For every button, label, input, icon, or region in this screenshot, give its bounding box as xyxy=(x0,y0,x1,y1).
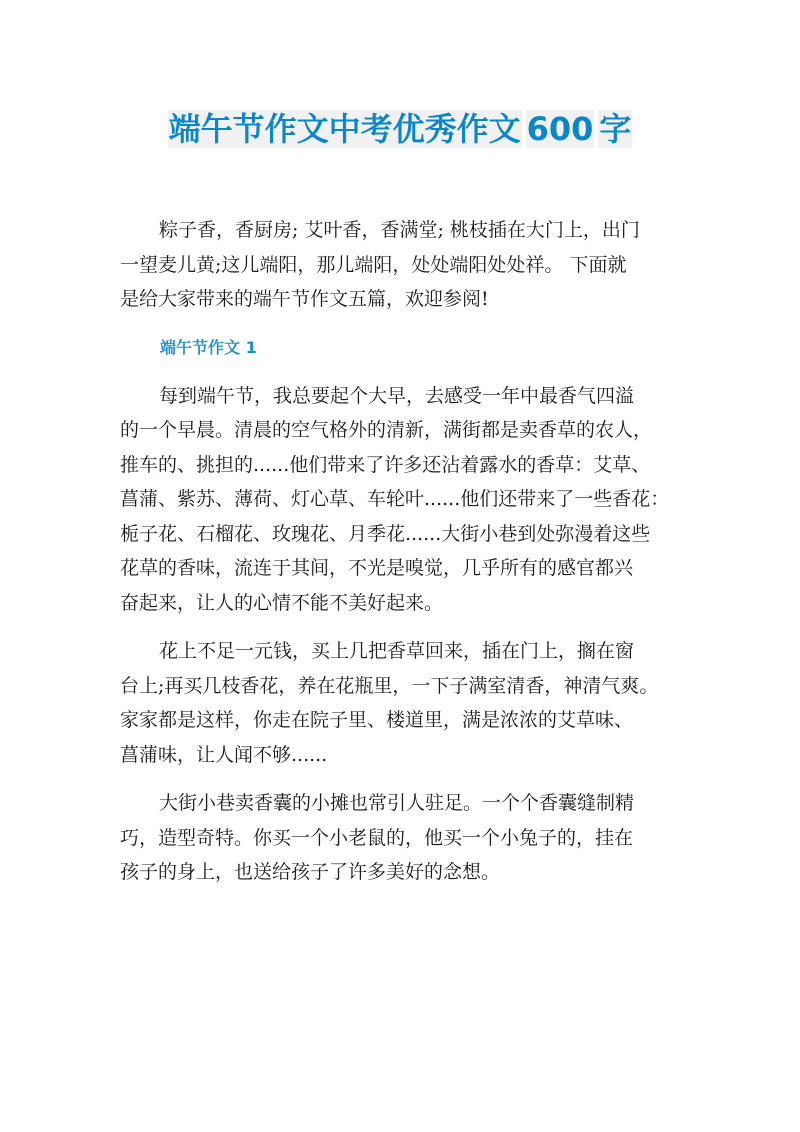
body-paragraph-3 xyxy=(120,786,682,890)
paragraph-spacer xyxy=(120,620,682,634)
text-line: 菖蒲味，让人闻不够...... xyxy=(120,743,328,766)
paragraph-spacer xyxy=(120,772,682,786)
text-line: 一望麦儿黄;这儿端阳，那儿端阳，处处端阳处处祥。 下面就 xyxy=(120,253,627,276)
text-line: 大街小巷卖香囊的小摊也常引人驻足。一个个香囊缝制精 xyxy=(159,792,635,814)
text-line: 是给大家带来的端午节作文五篇，欢迎参阅! xyxy=(120,288,489,310)
page-title xyxy=(0,106,800,152)
body-paragraph-1 xyxy=(120,379,682,621)
text-line: 粽子香，香厨房; 艾叶香，香满堂; 桃枝插在大门上，出门 xyxy=(159,219,640,241)
section-heading: 端午节作文 1 xyxy=(160,337,257,357)
text-line: 奋起来，让人的心情不能不美好起来。 xyxy=(120,591,444,614)
text-line: 孩子的身上，也送给孩子了许多美好的念想。 xyxy=(120,861,501,883)
text-line: 的一个早晨。清晨的空气格外的清新，满街都是卖香草的农人， xyxy=(120,419,653,441)
text-line: 家家都是这样，你走在院子里、楼道里，满是浓浓的艾草味、 xyxy=(120,709,634,731)
document-body xyxy=(120,213,682,890)
text-line: 台上;再买几枝香花，养在花瓶里，一下子满室清香，神清气爽。 xyxy=(120,674,659,697)
text-line: 推车的、挑担的......他们带来了许多还沾着露水的香草：艾草、 xyxy=(120,453,651,476)
body-paragraph-2 xyxy=(120,634,682,772)
title-part-main: 端午节作文中考优秀作文 xyxy=(168,110,521,148)
intro-paragraph xyxy=(120,213,682,317)
text-line: 花上不足一元钱，买上几把香草回来，插在门上，搁在窗 xyxy=(159,640,635,662)
title-part-number: 600 xyxy=(526,110,594,148)
title-part-suffix: 字 xyxy=(599,110,632,148)
text-line: 每到端午节，我总要起个大早，去感受一年中最香气四溢 xyxy=(159,384,635,407)
text-line: 花草的香味，流连于其间，不光是嗅觉，几乎所有的感官都兴 xyxy=(120,557,634,579)
text-line: 巧，造型奇特。你买一个小老鼠的，他买一个小兔子的，挂在 xyxy=(120,826,634,849)
text-line: 栀子花、石榴花、玫瑰花、月季花......大街小巷到处弥漫着这些 xyxy=(120,522,651,545)
text-line: 菖蒲、紫苏、薄荷、灯心草、车轮叶......他们还带来了一些香花： xyxy=(120,488,670,510)
